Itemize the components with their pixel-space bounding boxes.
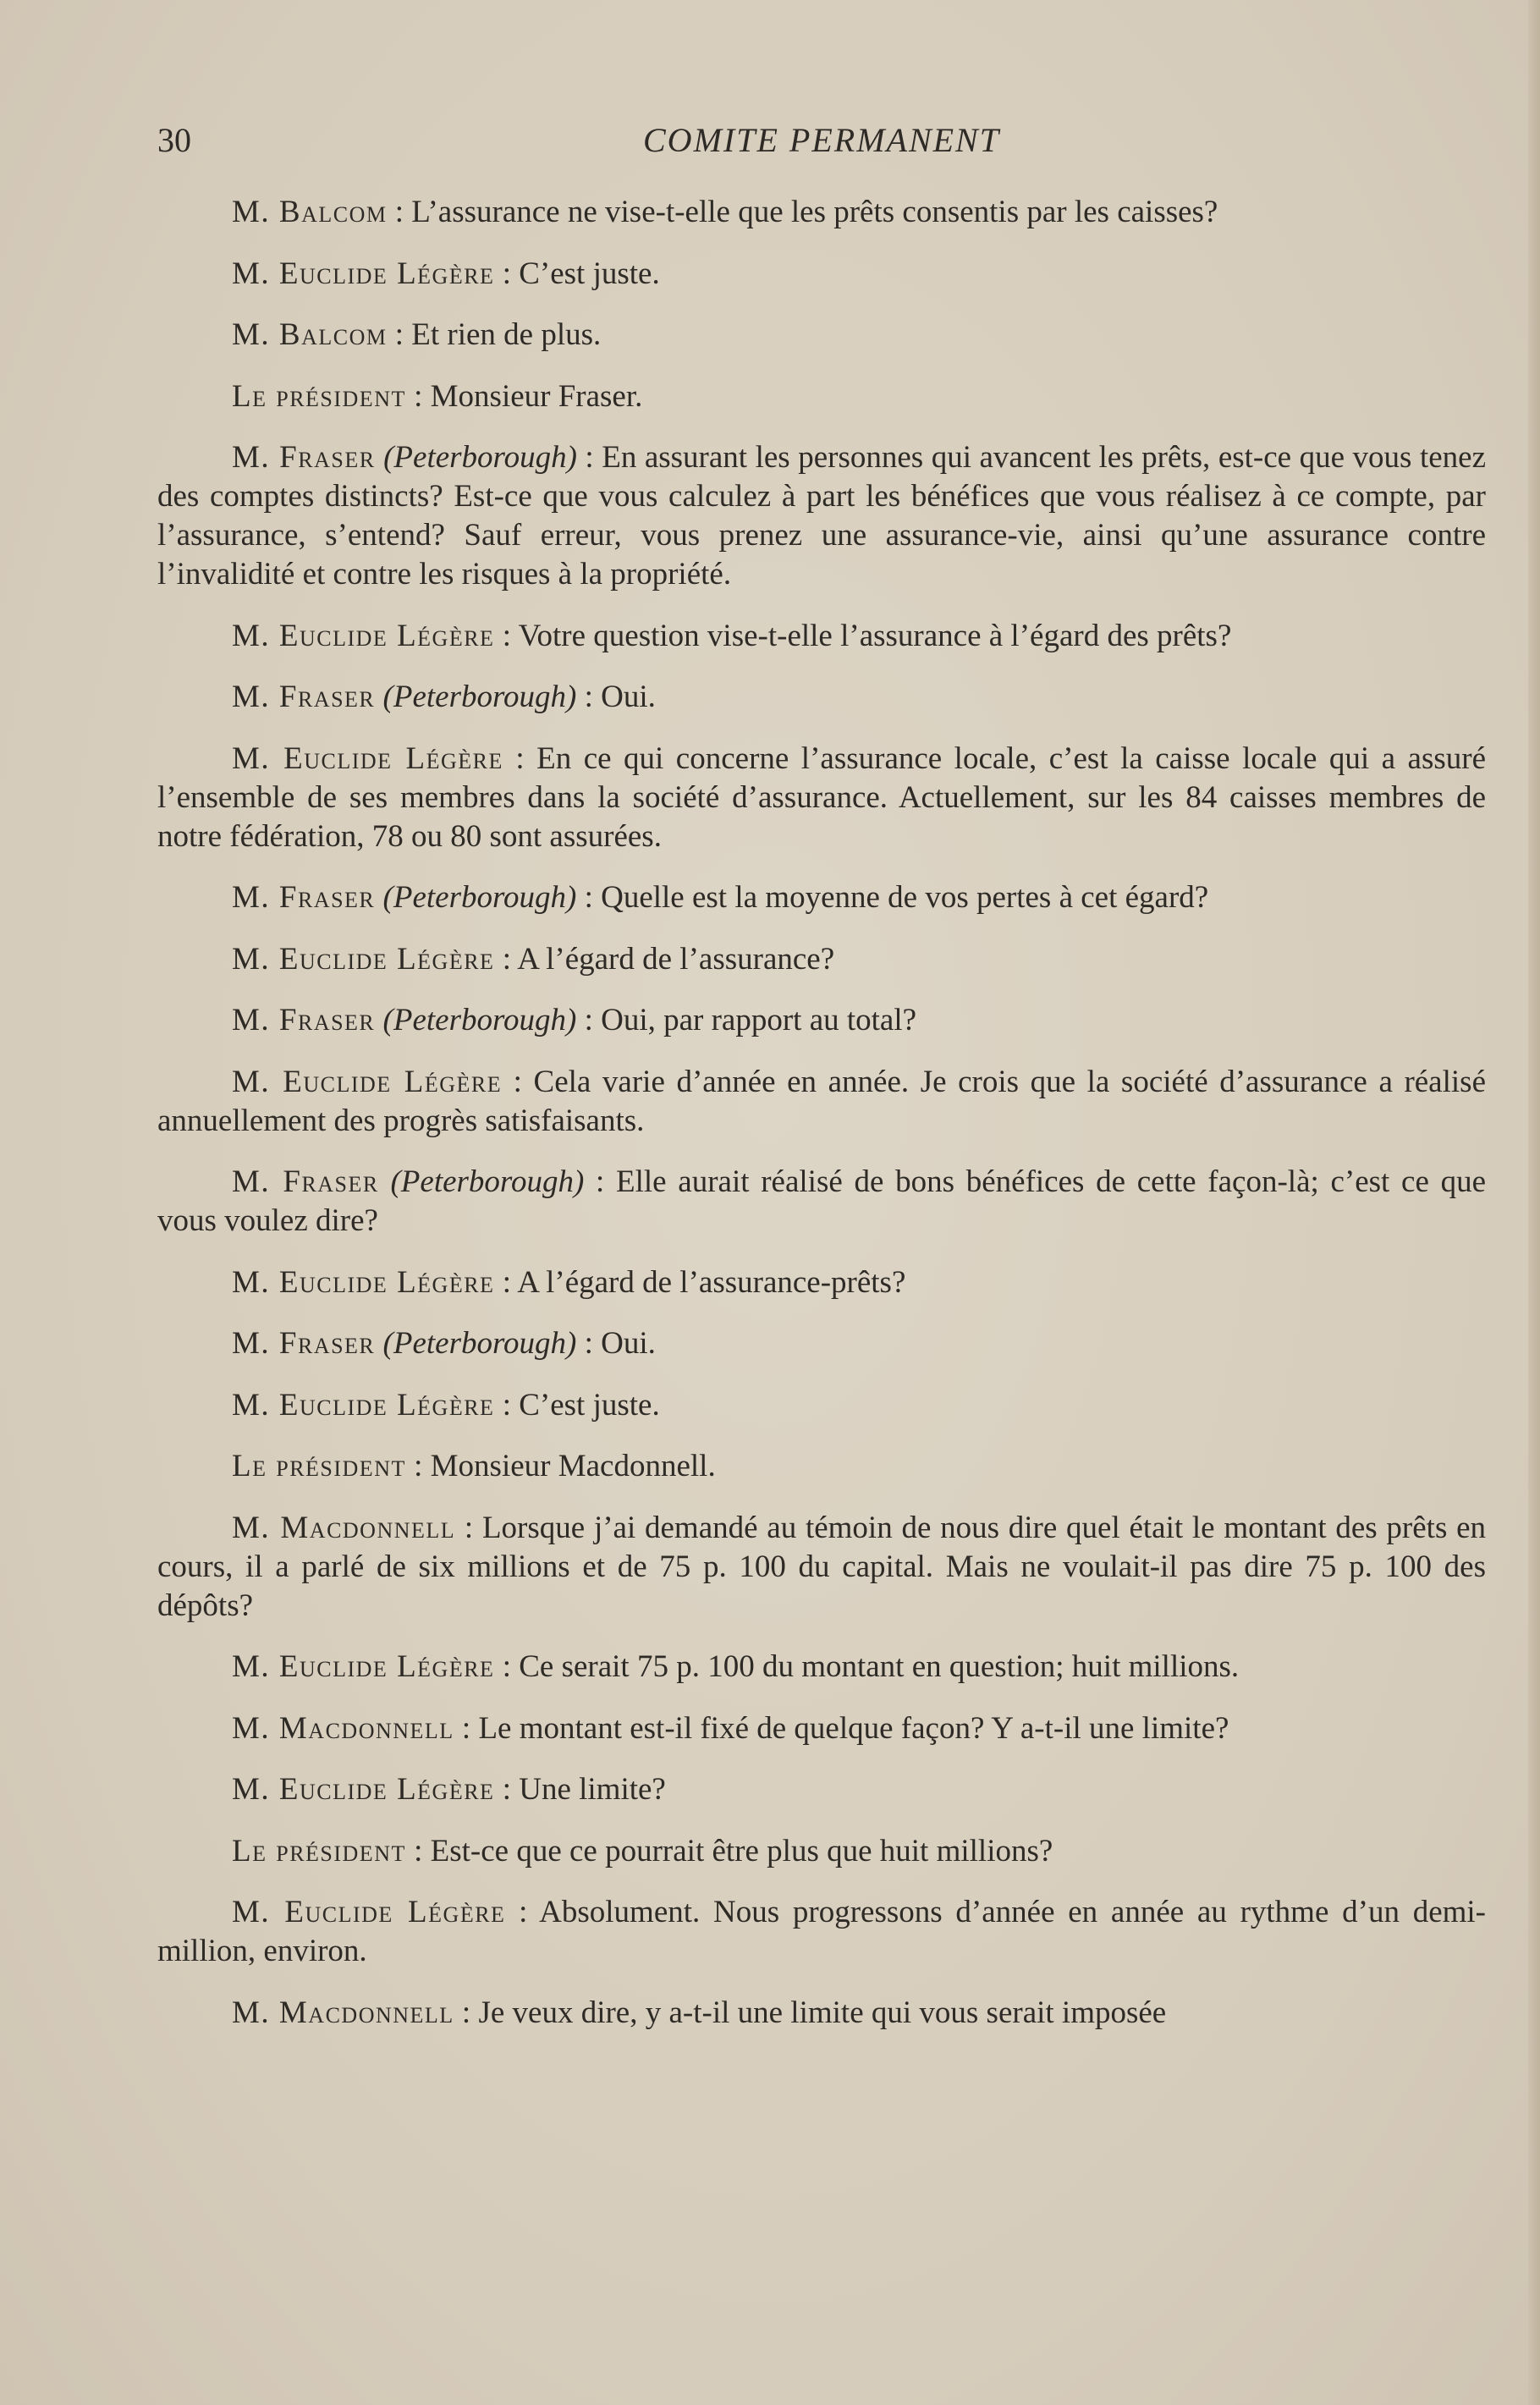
speech-text: Lorsque j’ai demandé au témoin de nous dire quel était le montant des prêts en cours, il a parlé de six millions et de 75 p. 100 du capital. Mais ne voulait-il pas dire 75 p. 100 des dépôts? [157,1510,1487,1623]
speaker-name: M. Euclide Légère [232,618,495,653]
exchange-paragraph: M. Euclide Légère : Cela varie d’année en année. Je crois que la société d’assurance a réalisé annuellement des progrès satisfaisants. [157,1064,1486,1138]
exchange-paragraph: M. Euclide Légère : Votre question vise-t-elle l’assurance à l’égard des prêts? [232,618,1232,653]
exchange-paragraph: M. Fraser (Peterborough) : En assurant les personnes qui avancent les prêts, est-ce que vous tenez des comptes distincts? Est-ce que vous calculez à part les bénéfices que vous réalisez à ce compte, par l’assurance, s’entend? Sauf erreur, vous prenez une assurance-vie, ainsi qu’une assurance contre l’invalidité et contre les risques à la propriété. [157,440,1487,592]
speaker-name: M. Euclide Légère [232,1649,495,1684]
speaker-name: M. Fraser [232,1326,376,1361]
speaker-name: Le président [232,378,406,414]
speech-text: En ce qui concerne l’assurance locale, c’est la caisse locale qui a assuré l’ensemble de ses membres dans la société d’assurance. Actuellement, sur les 84 caisses membres de notre fédération, 78 ou 80 sont assurées. [157,740,1487,854]
exchange-paragraph: M. Euclide Légère : Une limite? [232,1772,666,1807]
transcript-body [157,193,1486,2055]
exchange-paragraph: M. Fraser (Peterborough) : Elle aurait réalisé de bons bénéfices de cette façon-là; c’est ce que vous voulez dire? [157,1164,1487,1238]
speech-text: Oui. [601,680,656,714]
speech-text: Monsieur Fraser. [430,378,643,414]
speech-text: Je veux dire, y a-t-il une limite qui vous serait imposée [478,1995,1167,2030]
speaker-riding: (Peterborough) [383,440,577,475]
speaker-name: M. Balcom [232,195,388,229]
speaker-name: M. Euclide Légère [232,256,495,291]
speaker-name: M. Euclide Légère [232,1772,495,1807]
speech-text: A l’égard de l’assurance-prêts? [517,1264,906,1300]
speaker-riding: (Peterborough) [382,680,577,714]
exchange-paragraph: M. Fraser (Peterborough) : Quelle est la moyenne de vos pertes à cet égard? [232,880,1209,915]
exchange-paragraph: M. Euclide Légère : Absolument. Nous progressons d’année en année au rythme d’un demi-million, environ. [157,1895,1486,1968]
exchange-paragraph: M. Macdonnell : Le montant est-il fixé de quelque façon? Y a-t-il une limite? [232,1710,1229,1746]
exchange-paragraph: M. Fraser (Peterborough) : Oui. [232,1326,656,1361]
speech-text: Une limite? [519,1772,666,1807]
exchange-paragraph: M. Euclide Légère : C’est juste. [232,256,660,291]
page-edge [1528,0,1540,2405]
speech-text: A l’égard de l’assurance? [517,941,835,977]
speaker-name: M. Macdonnell [232,1710,454,1746]
exchange-paragraph: M. Fraser (Peterborough) : Oui, par rapport au total? [232,1003,917,1037]
speaker-name: M. Macdonnell [232,1510,456,1545]
exchange-paragraph: M. Balcom : L’assurance ne vise-t-elle que les prêts consentis par les caisses? [232,195,1218,229]
speaker-name: M. Macdonnell [232,1995,454,2030]
page-header [157,115,1486,166]
speaker-riding: (Peterborough) [382,880,577,915]
page-number: 30 [157,121,191,159]
speaker-riding: (Peterborough) [390,1164,585,1199]
exchange-paragraph: M. Balcom : Et rien de plus. [232,317,602,352]
exchange-paragraph: Le président : Monsieur Fraser. [232,378,643,414]
speech-text: Est-ce que ce pourrait être plus que huit millions? [430,1833,1053,1868]
speaker-name: M. Euclide Légère [232,941,495,977]
speaker-name: M. Fraser [232,680,376,714]
speaker-name: M. Euclide Légère [232,1264,495,1300]
speaker-name: M. Euclide Légère [232,740,503,776]
speech-text: C’est juste. [519,1387,660,1423]
speech-text: En assurant les personnes qui avancent les prêts, est-ce que vous tenez des comptes distincts? Est-ce que vous calculez à part les bénéfices que vous réalisez à ce compte, par l’assurance, s’entend? Sauf erreur, vous prenez une assurance-vie, ainsi qu’une assurance contre l’invalidité et contre les risques à la propriété. [157,440,1487,592]
exchange-paragraph: M. Macdonnell : Je veux dire, y a-t-il une limite qui vous serait imposée [232,1995,1167,2030]
exchange-paragraph: Le président : Monsieur Macdonnell. [232,1449,716,1483]
speaker-name: Le président [232,1449,406,1483]
speech-text: Le montant est-il fixé de quelque façon? Y a-t-il une limite? [478,1710,1229,1746]
speaker-riding: (Peterborough) [382,1326,577,1361]
speaker-name: M. Euclide Légère [232,1064,503,1099]
speech-text: Quelle est la moyenne de vos pertes à cet égard? [601,880,1209,915]
speech-text: Oui. [601,1326,656,1361]
speaker-name: M. Fraser [232,440,376,475]
speech-text: Absolument. Nous progressons d’année en année au rythme d’un demi-million, environ. [157,1895,1486,1968]
exchange-paragraph: M. Euclide Légère : En ce qui concerne l’assurance locale, c’est la caisse locale qui a assuré l’ensemble de ses membres dans la société d’assurance. Actuellement, sur les 84 caisses membres de notre fédération, 78 ou 80 sont assurées. [157,740,1487,854]
exchange-paragraph: M. Euclide Légère : A l’égard de l’assurance? [232,941,835,977]
speaker-name: M. Euclide Légère [232,1387,495,1423]
speaker-name: M. Balcom [232,317,388,352]
speech-text: Elle aurait réalisé de bons bénéfices de cette façon-là; c’est ce que vous voulez dire? [157,1164,1487,1238]
running-head: COMITE PERMANENT [643,121,1000,159]
speech-text: Et rien de plus. [411,317,602,352]
exchange-paragraph: M. Macdonnell : Lorsque j’ai demandé au témoin de nous dire quel était le montant des prêts en cours, il a parlé de six millions et de 75 p. 100 du capital. Mais ne voulait-il pas dire 75 p. 100 des dépôts? [157,1510,1487,1623]
speaker-riding: (Peterborough) [382,1003,577,1037]
speech-text: Monsieur Macdonnell. [430,1449,716,1483]
speaker-name: Le président [232,1833,406,1868]
exchange-paragraph: Le président : Est-ce que ce pourrait être plus que huit millions? [232,1833,1053,1868]
speech-text: C’est juste. [519,256,660,291]
speech-text: Ce serait 75 p. 100 du montant en question; huit millions. [519,1649,1240,1684]
exchange-paragraph: M. Fraser (Peterborough) : Oui. [232,680,656,714]
speech-text: L’assurance ne vise-t-elle que les prêts consentis par les caisses? [411,195,1218,229]
speech-text: Votre question vise-t-elle l’assurance à l’égard des prêts? [518,618,1232,653]
speaker-name: M. Fraser [232,880,376,915]
exchange-paragraph: M. Euclide Légère : A l’égard de l’assurance-prêts? [232,1264,906,1300]
speech-text: Oui, par rapport au total? [601,1003,917,1037]
speaker-name: M. Fraser [232,1164,379,1199]
exchange-paragraph: M. Euclide Légère : Ce serait 75 p. 100 du montant en question; huit millions. [232,1649,1240,1684]
speaker-name: M. Euclide Légère [232,1895,506,1929]
speech-text: Cela varie d’année en année. Je crois que la société d’assurance a réalisé annuellement des progrès satisfaisants. [157,1064,1486,1138]
speaker-name: M. Fraser [232,1003,376,1037]
exchange-paragraph: M. Euclide Légère : C’est juste. [232,1387,660,1423]
